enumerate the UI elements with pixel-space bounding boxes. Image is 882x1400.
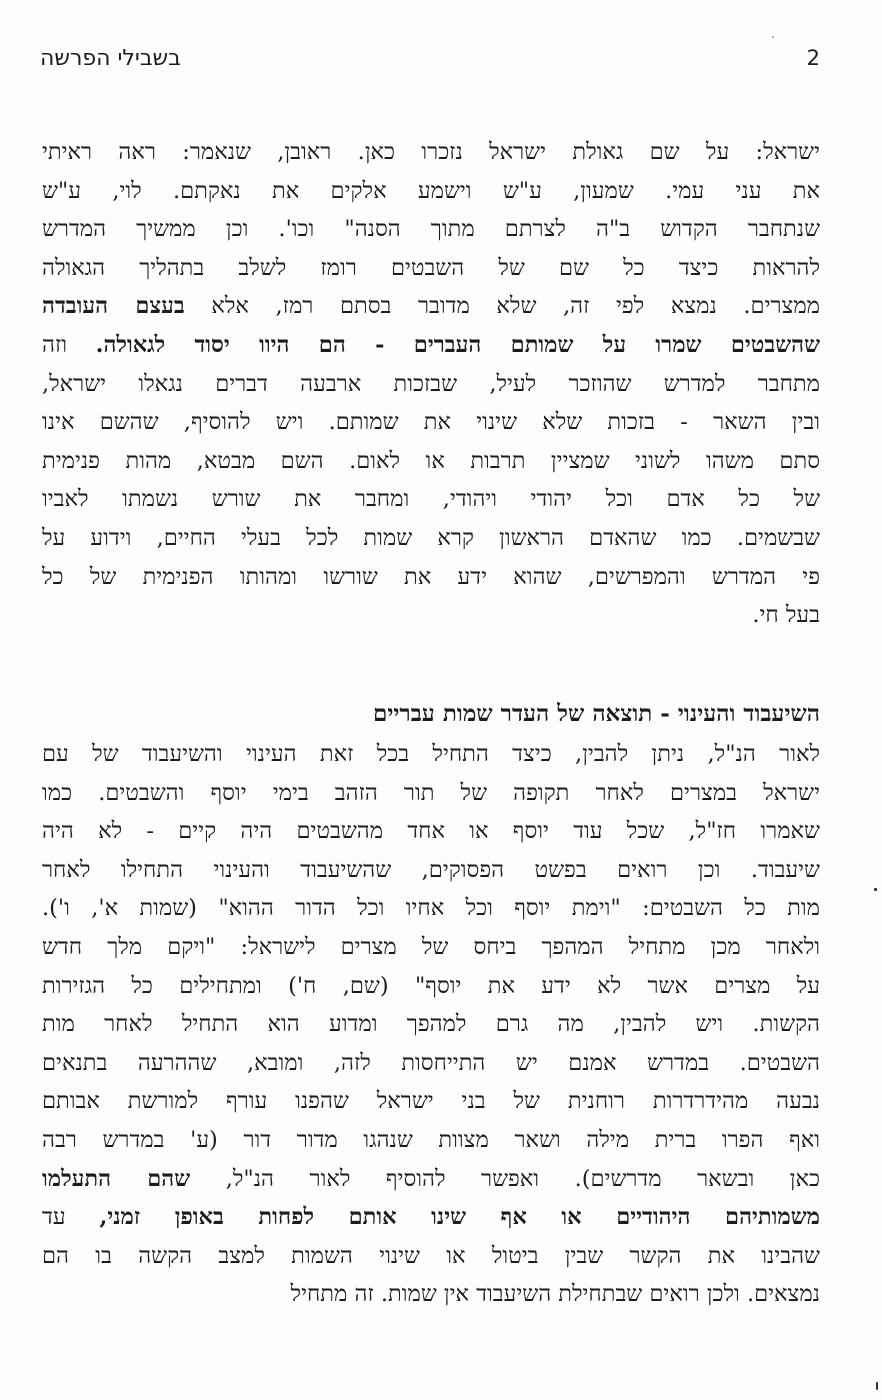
text-segment: שהבינו את הקשר שבין ביטול או שינוי השמות למצב הקשה בו הם: [42, 1242, 820, 1269]
text-line: [42, 967, 820, 1006]
text-segment: מתחבר למדרש שהוזכר לעיל, שבזכות ארבעה דברים נגאלו ישראל,: [42, 370, 820, 397]
text-segment: נבעה מהידרדרות רוחנית של בני ישראל שהפנו עורף למורשת אבותם: [42, 1088, 820, 1115]
text-segment: ובין השאר - בזכות שלא שינוי את שמותם. ויש להוסיף, שהשם אינו: [42, 409, 820, 436]
text-segment: שבשמים. כמו שהאדם הראשון קרא שמות לכל בעלי החיים, וידוע על: [42, 524, 820, 551]
text-segment: על מצרים אשר לא ידע את יוסף" (שם, ח') ומתחילים כל הגזירות: [42, 972, 820, 999]
text-line: [42, 889, 820, 928]
text-line: [42, 365, 820, 404]
text-line: [42, 928, 820, 967]
running-header: [40, 46, 820, 82]
text-segment: וזה: [42, 331, 96, 358]
text-line: [42, 1275, 820, 1314]
text-segment: השבטים. במדרש אמנם יש התייחסות לזה, ומובא, שההרעה בתנאים: [42, 1049, 820, 1076]
text-segment: נמצאים. ולכן רואים שבתחילת השיעבוד אין שמות. זה מתחיל: [290, 1281, 820, 1308]
bold-text-segment: שהשבטים שמרו על שמותם העברים - הם היוו יסוד לגאולה.: [95, 331, 820, 358]
text-line: [42, 812, 820, 851]
text-segment: ישראל: על שם גאולת ישראל נזכרו כאן. ראובן, שנאמר: ראה ראיתי: [42, 139, 820, 165]
scan-speck: [772, 36, 774, 38]
text-line: [42, 287, 820, 326]
text-line: [42, 1160, 820, 1199]
text-segment: ולאחר מכן מתחיל המהפך ביחס של מצרים לישראל: "ויקם מלך חדש: [42, 933, 820, 960]
text-segment: מות כל השבטים: "וימת יוסף וכל אחיו וכל הדור ההוא" (שמות א', ו').: [42, 895, 820, 922]
text-line: [42, 403, 820, 442]
text-segment: בעל חי.: [752, 602, 820, 629]
paragraph-names-as-redemption: [42, 133, 820, 635]
text-line: [42, 1082, 820, 1121]
page-number: 2: [806, 46, 820, 70]
text-line: [42, 1044, 820, 1083]
scan-speck: [874, 888, 877, 891]
text-line: [42, 133, 820, 172]
text-segment: של כל אדם וכל יהודי ויהודי, ומחבר את שורש נשמתו לאביו: [42, 486, 820, 513]
text-segment: שנתחבר הקדוש ב"ה לצרתם מתוך הסנה" וכו'. וכן ממשיך המדרש: [42, 216, 820, 243]
text-line: [42, 1198, 820, 1237]
text-segment: הקשות. ויש להבין, מה גרם למהפך ומדוע הוא התחיל לאחר מות: [42, 1011, 820, 1038]
text-segment: להראות כיצד כל שם של השבטים רומז לשלב בתהליך הגאולה: [42, 254, 820, 281]
bold-text-segment: שהם התעלמו: [42, 1165, 191, 1192]
text-segment: סתם משהו לשוני שמציין תרבות או לאום. השם מבטא, מהות פנימית: [42, 447, 820, 474]
text-line: [42, 1237, 820, 1276]
text-line: [42, 442, 820, 481]
text-line: [42, 735, 820, 774]
text-segment: לאור הנ"ל, ניתן להבין, כיצד התחיל בכל זאת העינוי והשיעבוד של עם: [42, 741, 820, 767]
text-line: [42, 210, 820, 249]
text-segment: ישראל במצרים לאחר תקופה של תור הזהב בימי יוסף והשבטים. כמו: [42, 779, 820, 806]
paragraph-servitude-and-names: [42, 735, 820, 1314]
text-line: [42, 172, 820, 211]
text-line: [42, 851, 820, 890]
section-heading: השיעבוד והעינוי - תוצאה של העדר שמות עבריים: [373, 700, 820, 727]
text-segment: את עני עמי. שמעון, ע"ש וישמע אלקים את נאקתם. לוי, ע"ש: [42, 177, 820, 204]
scan-speck: [876, 1382, 878, 1390]
text-line: [42, 1121, 820, 1160]
text-segment: פי המדרש והמפרשים, שהוא ידע את שורשו ומהותו הפנימית של כל: [42, 563, 820, 590]
bold-text-segment: בעצם העובדה: [42, 293, 185, 320]
text-segment: ממצרים. נמצא לפי זה, שלא מדובר בסתם רמז, אלא: [184, 293, 820, 320]
bold-text-segment: משמותיהם היהודיים או אף שינו אותם לפחות באופן זמני,: [99, 1204, 820, 1231]
running-title: בשבילי הפרשה: [40, 46, 181, 71]
text-line: [42, 1005, 820, 1044]
text-segment: שיעבוד. וכן רואים בפשט הפסוקים, שהשיעבוד והעינוי התחילו לאחר: [42, 856, 820, 883]
text-segment: עד: [42, 1204, 100, 1231]
text-line: [42, 326, 820, 365]
text-segment: ואף הפרו ברית מילה ושאר מצוות שנהגו מדור דור (ע' במדרש רבה: [42, 1126, 820, 1153]
text-line: [42, 558, 820, 597]
text-line: [42, 519, 820, 558]
text-line: [42, 480, 820, 519]
text-line: [42, 596, 820, 635]
text-segment: שאמרו חז"ל, שכל עוד יוסף או אחד מהשבטים היה קיים - לא היה: [42, 818, 820, 845]
text-segment: כאן ובשאר מדרשים). ואפשר להוסיף לאור הנ"ל,: [190, 1165, 820, 1192]
text-line: [42, 249, 820, 288]
text-line: [42, 774, 820, 813]
